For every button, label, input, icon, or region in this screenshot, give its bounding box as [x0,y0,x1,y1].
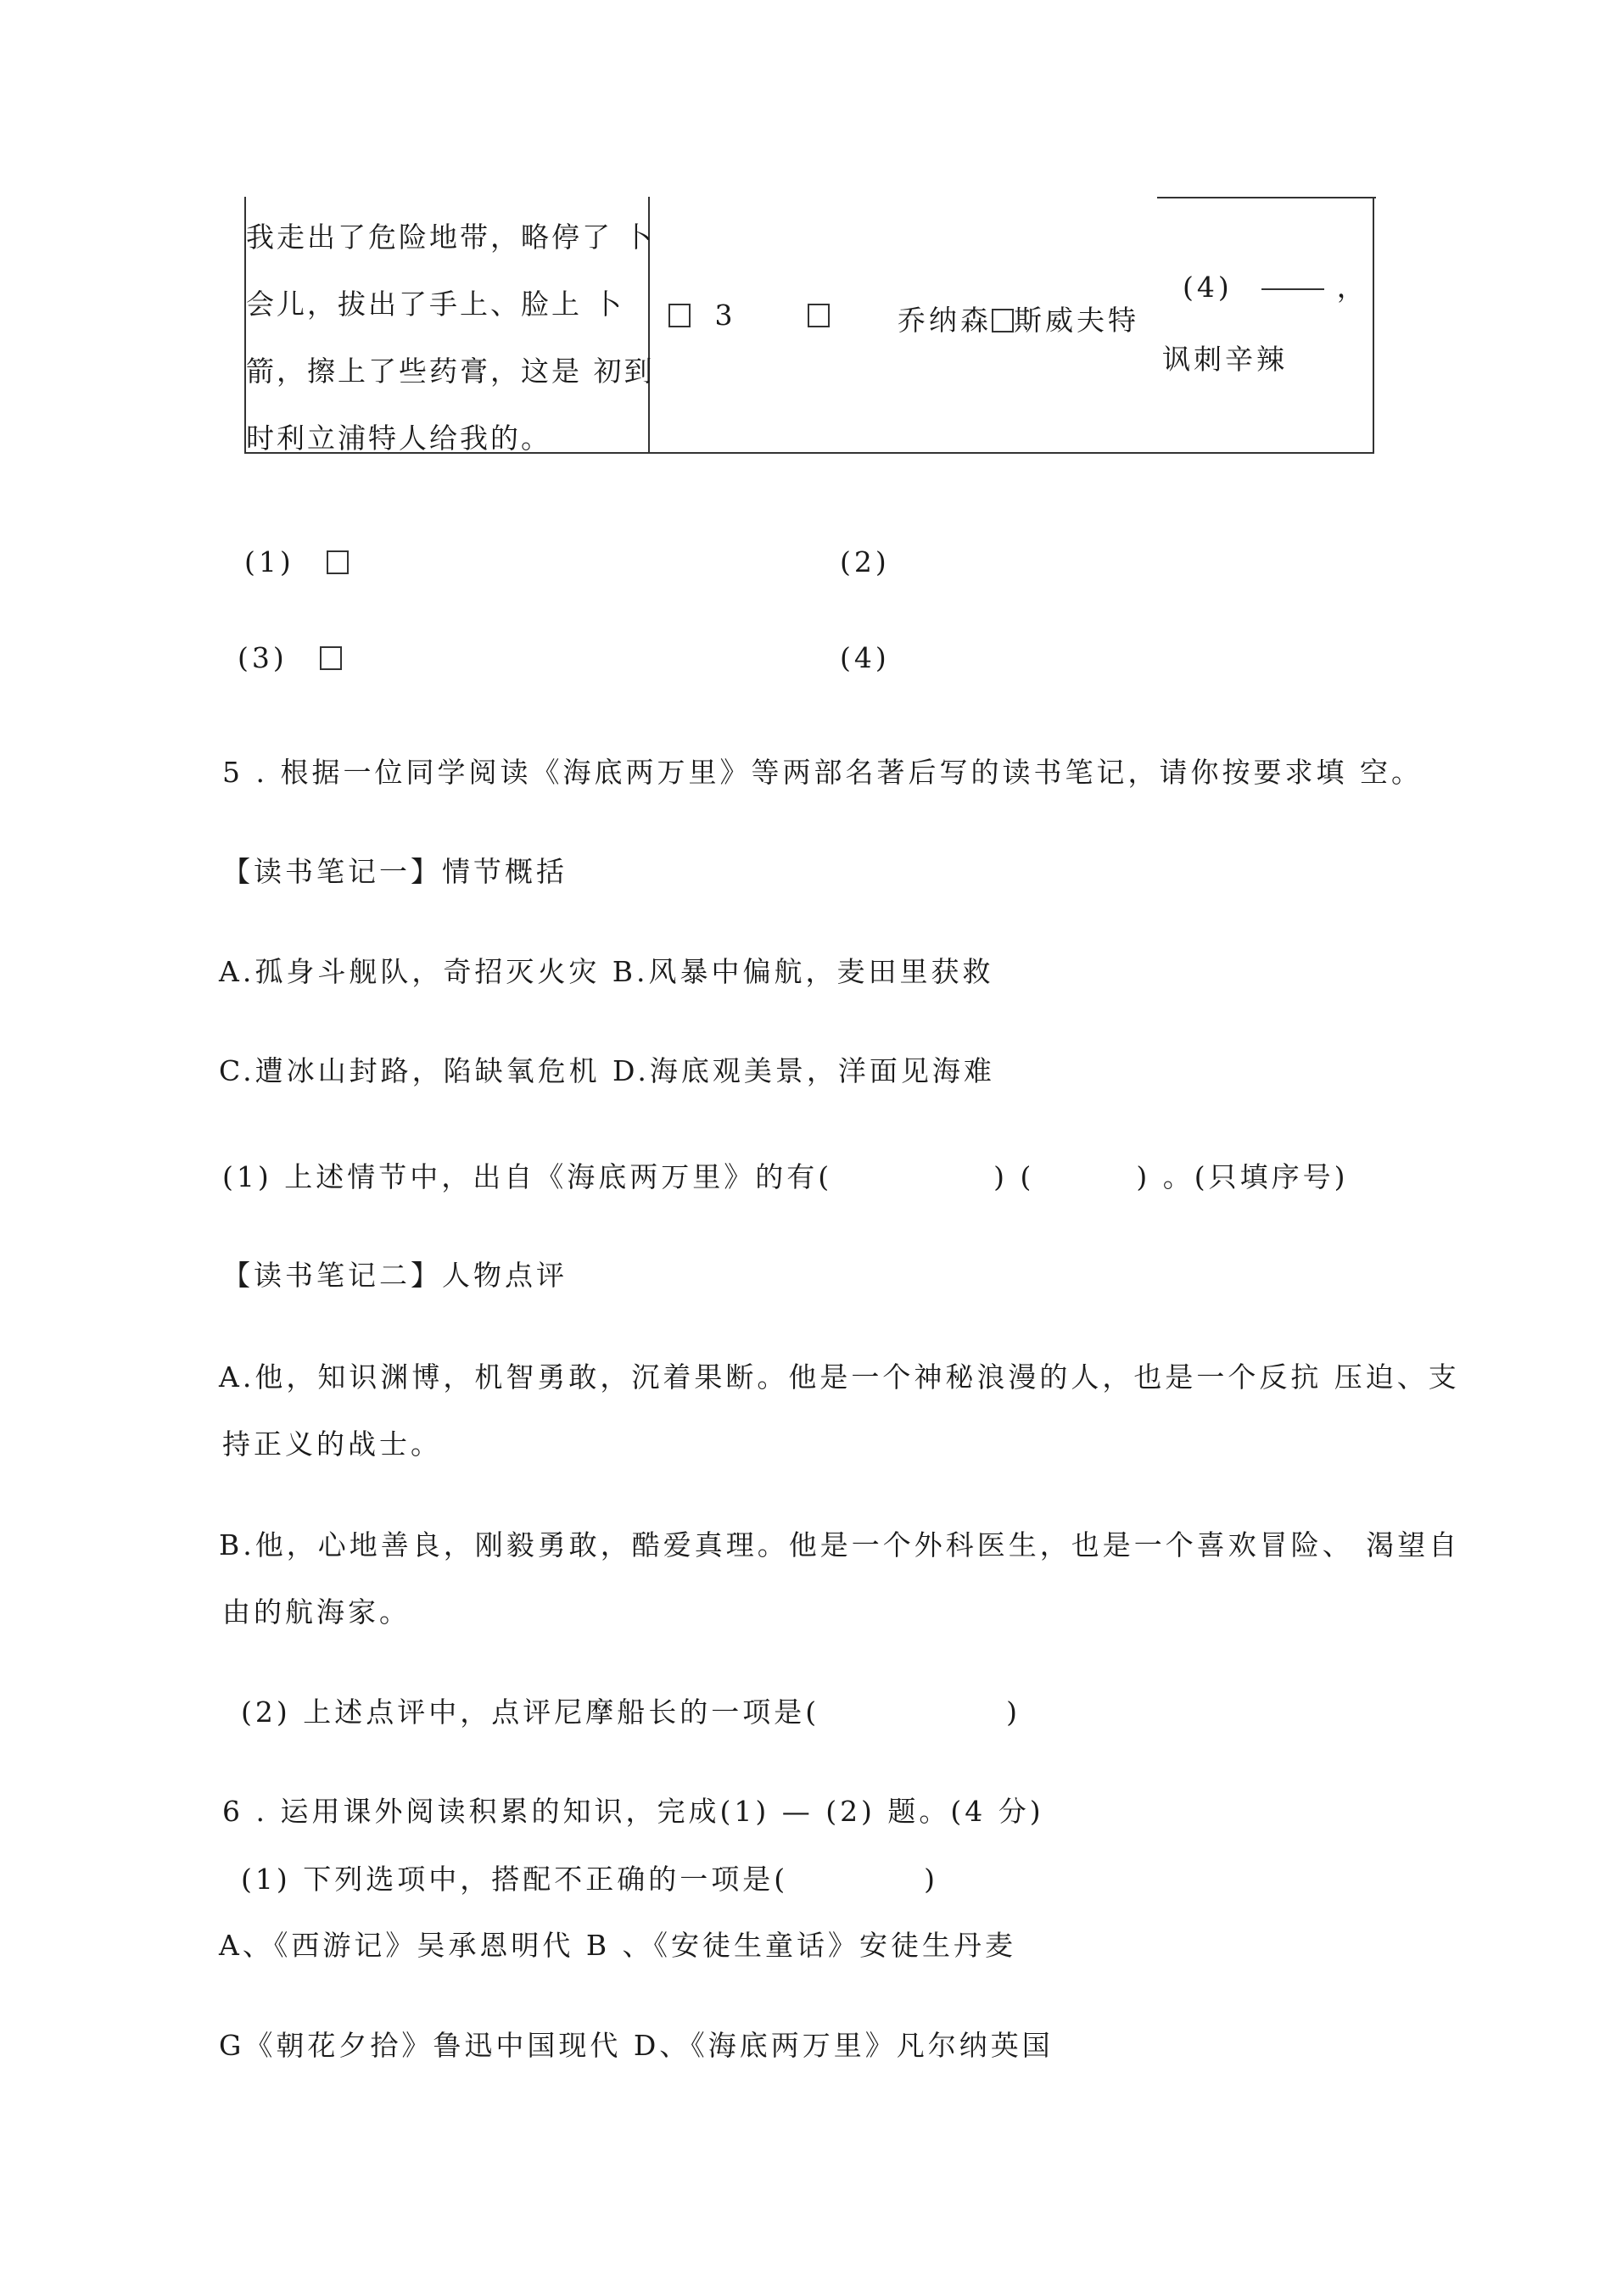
q5-note1-title: 【读书笔记一】情节概括 [222,855,568,888]
table-cell-quote [246,204,655,472]
answer-slot-2: (2) [840,545,890,578]
chapter-number: 3 [714,299,736,332]
answer-slot-1 [244,545,349,578]
table-cell-author [898,299,1139,338]
q5-sub2-end: ) [1006,1695,1021,1729]
q5-note2-title: 【读书笔记二】人物点评 [222,1259,568,1292]
table-cell-style-label [1183,265,1368,305]
q6-stem: 6 . 运用课外阅读积累的知识，完成(1) — (2) 题。(4 分) [222,1795,1044,1828]
answer-label: (3) [238,641,288,674]
q5-note2-B-line2: 由的航海家。 [222,1595,411,1628]
blank-box [320,646,342,670]
q6-lineA: A、《西游记》吴承恩明代 B 、《安徒生童话》安徒生丹麦 [219,1929,1017,1962]
q5-sub1-text: (1) 上述情节中，出自《海底两万里》的有( [222,1160,833,1193]
q5-stem: 5 . 根据一位同学阅读《海底两万里》等两部名著后写的读书笔记，请你按要求填 空。 [222,756,1423,789]
q5-sub2 [241,1690,1021,1730]
q5-note2-A-line1: A.他，知识渊博，机智勇敢，沉着果断。他是一个神秘浪漫的人，也是一个反抗 压迫、支 [219,1360,1460,1394]
q5-note2-B-line1: B.他，心地善良，刚毅勇敢，酷爱真理。他是一个外科医生，也是一个喜欢冒险、 渴望自 [219,1528,1461,1561]
comma: ， [1336,271,1368,304]
q5-sub2-text: (2) 上述点评中，点评尼摩船长的一项是( [241,1695,820,1729]
answer-slot-4: (4) [840,641,890,674]
blank-box [327,550,349,574]
quote-line: 我走出了危险地带，略停了 卜 [246,221,655,254]
q5-note1-lineA: A.孤身斗舰队，奇招灭火灾 B.风暴中偏航，麦田里获救 [219,955,994,988]
q5-sub1-mid: ) ( [993,1160,1035,1193]
q6-sub1 [241,1857,938,1897]
q6-sub1-end: ) [924,1863,938,1896]
q5-sub1 [222,1155,1348,1195]
fill-blank [1261,288,1324,290]
blank-box [668,304,691,327]
q5-note2-A-line2: 持正义的战士。 [222,1427,442,1461]
answer-label: (1) [244,545,294,578]
style-label: (4) [1183,271,1233,304]
blank-box [808,304,830,327]
author-first-name: 乔纳森 [898,304,992,337]
answer-slot-3 [238,641,342,674]
q6-lineC: G《朝花夕拾》鲁迅中国现代 D、《海底两万里》凡尔纳英国 [219,2029,1054,2062]
q5-sub1-end: ) 。(只填序号) [1136,1160,1349,1193]
quote-line: 箭，擦上了些药膏，这是 初到 [246,355,655,388]
blank-box [992,309,1014,332]
quote-line: 会儿，拔出了手上、脸上 卜 [246,288,624,321]
q5-note1-lineC: C.遭冰山封路，陷缺氧危机 D.海底观美景，洋面见海难 [219,1054,995,1087]
author-last-name: 斯威夫特 [1014,304,1139,337]
table-cell-style-text: 讽刺辛辣 [1162,343,1288,376]
q6-sub1-text: (1) 下列选项中，搭配不正确的一项是( [241,1863,789,1896]
quote-line: 时利立浦特人给我的。 [246,422,551,455]
table-top-border [1157,197,1376,198]
table-cell-chapter [668,299,830,332]
